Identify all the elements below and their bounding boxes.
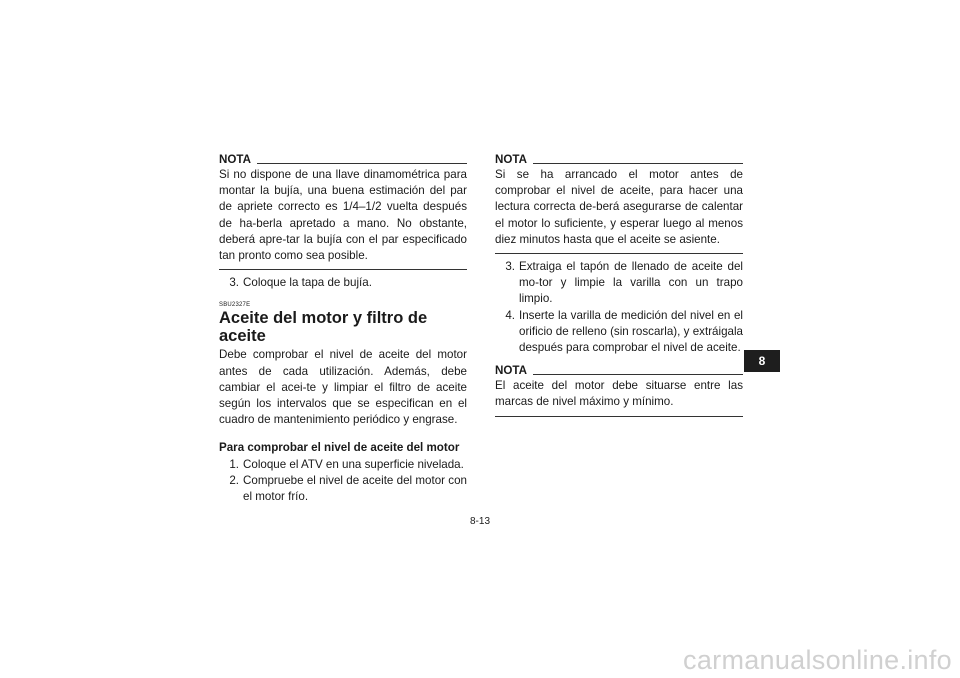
page-number: 8-13 — [469, 516, 490, 527]
note-label: NOTA — [495, 153, 527, 166]
step-text: Coloque la tapa de bujía. — [243, 276, 372, 290]
list-item — [219, 473, 467, 505]
right-column — [495, 153, 743, 422]
list-item — [495, 259, 743, 308]
note-label: NOTA — [495, 364, 527, 378]
note-header — [219, 153, 467, 166]
watermark: carmanualsonline.info — [683, 645, 952, 675]
note-header — [495, 153, 743, 166]
step-list — [219, 275, 467, 291]
note-end-rule — [495, 416, 743, 417]
note-header — [495, 364, 743, 377]
note-label: NOTA — [219, 153, 251, 166]
step-number: 4. — [505, 308, 515, 322]
step-text: Inserte la varilla de medición del nivel en el orificio de relleno (sin roscarla), y extráigala después para comprobar el nivel de aceite. — [519, 308, 743, 355]
note-divider — [533, 163, 743, 164]
step-text: Coloque el ATV en una superficie nivelada. — [243, 457, 464, 471]
note-divider — [257, 163, 467, 164]
note-text: Si se ha arrancado el motor antes de comprobar el nivel de aceite, para hacer una lectura correcta de-berá asegurarse de calentar el motor lo suficiente, y esperar luego al menos diez minutos hasta que el aceite se asiente. — [495, 168, 743, 246]
section-title: Aceite del motor y filtro de aceite — [219, 309, 428, 346]
step-number: 3. — [505, 260, 515, 274]
step-number: 2. — [229, 473, 239, 487]
section-code: SBU2327E — [219, 302, 251, 309]
step-list — [495, 259, 743, 356]
list-item — [495, 308, 743, 357]
note-text: Si no dispone de una llave dinamométrica para montar la bujía, una buena estimación del par de apriete correcto es 1/4–1/2 vuelta después de ha-berla apretado a mano. No obstante, deberá apre-tar la bujía con el par especificado tan pronto como sea posible. — [219, 168, 467, 263]
step-text: Compruebe el nivel de aceite del motor con el motor frío. — [243, 473, 467, 504]
chapter-tab: 8 — [744, 350, 780, 372]
note-end-rule — [219, 269, 467, 270]
section-intro: Debe comprobar el nivel de aceite del motor antes de cada utilización. Además, debe cambiar el acei-te y limpiar el filtro de aceite según los intervalos que se especifican en el cuadro de mantenimiento periódico y engrase. — [219, 348, 467, 427]
subheading: Para comprobar el nivel de aceite del motor — [219, 441, 460, 455]
left-column — [219, 153, 467, 505]
step-number: 1. — [229, 457, 239, 471]
note-end-rule — [495, 253, 743, 254]
list-item — [219, 457, 467, 473]
list-item — [219, 275, 467, 291]
step-list — [219, 457, 467, 506]
step-number: 3. — [229, 276, 239, 290]
note-divider — [533, 374, 743, 375]
note-text: El aceite del motor debe situarse entre las marcas de nivel máximo y mínimo. — [495, 379, 743, 409]
step-text: Extraiga el tapón de llenado de aceite del mo-tor y limpie la varilla con un trapo limpio. — [519, 260, 743, 306]
